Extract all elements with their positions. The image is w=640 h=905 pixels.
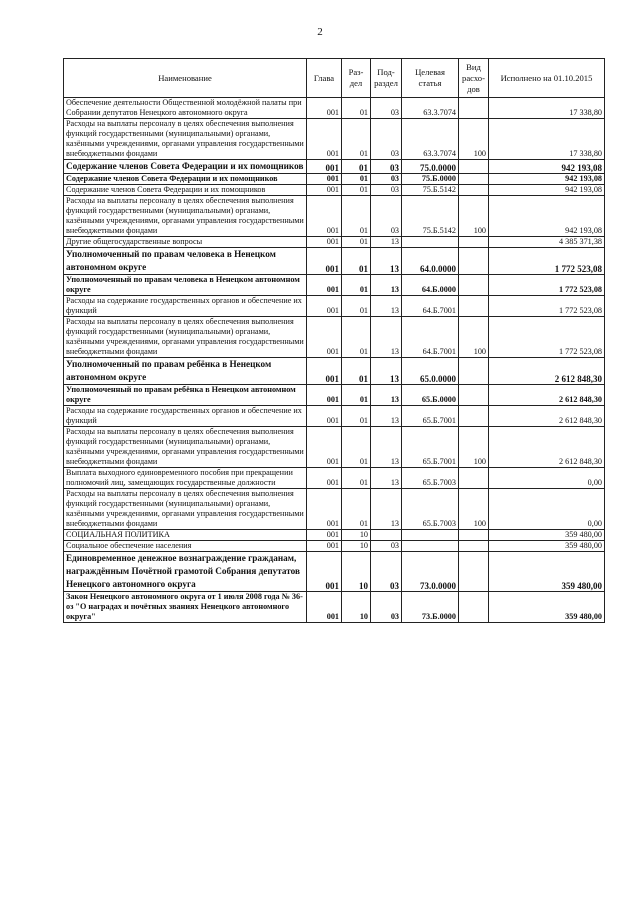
cell-podrazdel: 13: [371, 427, 402, 468]
table-row: [64, 119, 605, 160]
budget-table: [63, 58, 605, 623]
cell-razdel: 01: [342, 237, 371, 248]
cell-podrazdel: 03: [371, 196, 402, 237]
table-row: [64, 196, 605, 237]
cell-razdel: 01: [342, 185, 371, 196]
cell-podrazdel: 03: [371, 174, 402, 185]
cell-vid: [459, 468, 489, 489]
cell-amount: 0,00: [489, 489, 605, 530]
cell-podrazdel: 13: [371, 468, 402, 489]
cell-razdel: 01: [342, 468, 371, 489]
header-razdel: Раз-дел: [342, 59, 371, 98]
cell-razdel: 10: [342, 530, 371, 541]
cell-name: Расходы на выплаты персоналу в целях обеспечения выполнения функций государственными (муниципальными) органами, казёнными учреждениями, органами управления государственными внебюджетными фондами: [64, 489, 307, 530]
table-row: [64, 248, 605, 275]
cell-razdel: 01: [342, 406, 371, 427]
cell-amount: 359 480,00: [489, 552, 605, 592]
cell-podrazdel: 03: [371, 185, 402, 196]
table-row: [64, 185, 605, 196]
cell-tselevaya: 75.Б.0000: [402, 174, 459, 185]
cell-name: Закон Ненецкого автономного округа от 1 июля 2008 года № 36-оз "О наградах и почётных званиях Ненецкого автономного округа": [64, 592, 307, 623]
cell-vid: 100: [459, 196, 489, 237]
cell-tselevaya: 65.Б.7001: [402, 406, 459, 427]
cell-razdel: 01: [342, 296, 371, 317]
cell-podrazdel: 13: [371, 317, 402, 358]
cell-razdel: 01: [342, 98, 371, 119]
cell-name: Уполномоченный по правам человека в Ненецком автономном округе: [64, 275, 307, 296]
cell-glava: 001: [307, 237, 342, 248]
cell-name: Другие общегосударственные вопросы: [64, 237, 307, 248]
cell-vid: [459, 592, 489, 623]
cell-vid: [459, 530, 489, 541]
cell-podrazdel: 03: [371, 552, 402, 592]
table-row: [64, 98, 605, 119]
table-body: [64, 98, 605, 623]
cell-podrazdel: 13: [371, 406, 402, 427]
cell-glava: 001: [307, 427, 342, 468]
cell-vid: [459, 248, 489, 275]
cell-tselevaya: [402, 237, 459, 248]
cell-name: Расходы на содержание государственных органов и обеспечение их функций: [64, 406, 307, 427]
cell-name: Уполномоченный по правам ребёнка в Ненецком автономном округе: [64, 358, 307, 385]
cell-podrazdel: 13: [371, 385, 402, 406]
table-row: [64, 552, 605, 592]
cell-amount: 359 480,00: [489, 541, 605, 552]
cell-vid: [459, 160, 489, 174]
cell-name: Уполномоченный по правам ребёнка в Ненецком автономном округе: [64, 385, 307, 406]
cell-glava: 001: [307, 489, 342, 530]
cell-name: Обеспечение деятельности Общественной молодёжной палаты при Собрании депутатов Ненецкого автономного округа: [64, 98, 307, 119]
cell-amount: 942 193,08: [489, 160, 605, 174]
table-row: [64, 530, 605, 541]
cell-tselevaya: 63.3.7074: [402, 98, 459, 119]
cell-glava: 001: [307, 406, 342, 427]
header-glava: Глава: [307, 59, 342, 98]
cell-tselevaya: 65.0.0000: [402, 358, 459, 385]
cell-razdel: 01: [342, 119, 371, 160]
cell-name: Социальное обеспечение населения: [64, 541, 307, 552]
cell-tselevaya: 75.Б.5142: [402, 185, 459, 196]
table-row: [64, 541, 605, 552]
cell-podrazdel: 03: [371, 119, 402, 160]
cell-razdel: 01: [342, 427, 371, 468]
cell-amount: 2 612 848,30: [489, 427, 605, 468]
cell-vid: [459, 385, 489, 406]
cell-tselevaya: [402, 541, 459, 552]
table-row: [64, 160, 605, 174]
cell-tselevaya: 73.0.0000: [402, 552, 459, 592]
cell-tselevaya: 65.Б.7001: [402, 427, 459, 468]
cell-vid: [459, 541, 489, 552]
cell-glava: 001: [307, 592, 342, 623]
cell-razdel: 01: [342, 489, 371, 530]
cell-glava: 001: [307, 552, 342, 592]
cell-razdel: 01: [342, 248, 371, 275]
cell-tselevaya: 65.Б.0000: [402, 385, 459, 406]
cell-name: Содержание членов Совета Федерации и их помощников: [64, 160, 307, 174]
cell-glava: 001: [307, 248, 342, 275]
cell-tselevaya: 73.Б.0000: [402, 592, 459, 623]
cell-amount: 17 338,80: [489, 98, 605, 119]
cell-razdel: 01: [342, 385, 371, 406]
cell-podrazdel: 03: [371, 541, 402, 552]
cell-vid: [459, 237, 489, 248]
cell-amount: 942 193,08: [489, 185, 605, 196]
cell-vid: [459, 275, 489, 296]
cell-tselevaya: 64.0.0000: [402, 248, 459, 275]
cell-amount: 1 772 523,08: [489, 317, 605, 358]
cell-name: Уполномоченный по правам человека в Ненецком автономном округе: [64, 248, 307, 275]
cell-glava: 001: [307, 185, 342, 196]
cell-name: Расходы на выплаты персоналу в целях обеспечения выполнения функций государственными (муниципальными) органами, казёнными учреждениями, органами управления государственными внебюджетными фондами: [64, 427, 307, 468]
cell-amount: 942 193,08: [489, 174, 605, 185]
cell-amount: 359 480,00: [489, 530, 605, 541]
table-row: [64, 385, 605, 406]
cell-amount: 1 772 523,08: [489, 296, 605, 317]
cell-razdel: 01: [342, 160, 371, 174]
cell-tselevaya: 64.Б.7001: [402, 296, 459, 317]
cell-name: Расходы на выплаты персоналу в целях обеспечения выполнения функций государственными (муниципальными) органами, казёнными учреждениями, органами управления государственными внебюджетными фондами: [64, 196, 307, 237]
cell-amount: 4 385 371,38: [489, 237, 605, 248]
cell-podrazdel: 13: [371, 296, 402, 317]
table-row: [64, 296, 605, 317]
cell-glava: 001: [307, 196, 342, 237]
cell-tselevaya: 63.3.7074: [402, 119, 459, 160]
table-row: [64, 237, 605, 248]
cell-name: СОЦИАЛЬНАЯ ПОЛИТИКА: [64, 530, 307, 541]
cell-podrazdel: 03: [371, 160, 402, 174]
header-name: Наименование: [64, 59, 307, 98]
cell-razdel: 01: [342, 317, 371, 358]
table-row: [64, 489, 605, 530]
cell-glava: 001: [307, 275, 342, 296]
cell-podrazdel: 03: [371, 98, 402, 119]
header-tselevaya: Целевая статья: [402, 59, 459, 98]
cell-amount: 17 338,80: [489, 119, 605, 160]
table-row: [64, 468, 605, 489]
cell-glava: 001: [307, 385, 342, 406]
cell-razdel: 01: [342, 174, 371, 185]
cell-tselevaya: 65.Б.7003: [402, 468, 459, 489]
cell-podrazdel: 13: [371, 275, 402, 296]
cell-name: Расходы на содержание государственных органов и обеспечение их функций: [64, 296, 307, 317]
cell-podrazdel: [371, 530, 402, 541]
table-row: [64, 317, 605, 358]
table-row: [64, 406, 605, 427]
table-row: [64, 275, 605, 296]
cell-name: Расходы на выплаты персоналу в целях обеспечения выполнения функций государственными (муниципальными) органами, казёнными учреждениями, органами управления государственными внебюджетными фондами: [64, 317, 307, 358]
cell-podrazdel: 13: [371, 358, 402, 385]
table-row: [64, 358, 605, 385]
table-row: [64, 427, 605, 468]
cell-razdel: 10: [342, 552, 371, 592]
cell-vid: 100: [459, 317, 489, 358]
cell-vid: [459, 552, 489, 592]
cell-razdel: 10: [342, 592, 371, 623]
cell-vid: [459, 98, 489, 119]
cell-glava: 001: [307, 468, 342, 489]
cell-amount: 1 772 523,08: [489, 275, 605, 296]
cell-glava: 001: [307, 317, 342, 358]
cell-glava: 001: [307, 160, 342, 174]
cell-glava: 001: [307, 98, 342, 119]
cell-amount: 2 612 848,30: [489, 385, 605, 406]
cell-glava: 001: [307, 358, 342, 385]
cell-podrazdel: 13: [371, 237, 402, 248]
cell-podrazdel: 03: [371, 592, 402, 623]
cell-vid: [459, 174, 489, 185]
cell-amount: 0,00: [489, 468, 605, 489]
cell-vid: 100: [459, 427, 489, 468]
cell-podrazdel: 13: [371, 248, 402, 275]
header-ispolneno: Исполнено на 01.10.2015: [489, 59, 605, 98]
header-vid: Вид расхо-дов: [459, 59, 489, 98]
page-number: 2: [317, 26, 323, 38]
cell-name: Выплата выходного единовременного пособия при прекращении полномочий лиц, замещающих государственные должности: [64, 468, 307, 489]
cell-razdel: 01: [342, 358, 371, 385]
cell-tselevaya: 65.Б.7003: [402, 489, 459, 530]
cell-amount: 2 612 848,30: [489, 358, 605, 385]
cell-tselevaya: 64.Б.0000: [402, 275, 459, 296]
cell-razdel: 10: [342, 541, 371, 552]
cell-vid: [459, 296, 489, 317]
cell-glava: 001: [307, 541, 342, 552]
cell-podrazdel: 13: [371, 489, 402, 530]
cell-razdel: 01: [342, 196, 371, 237]
cell-name: Содержание членов Совета Федерации и их помощников: [64, 185, 307, 196]
cell-vid: 100: [459, 489, 489, 530]
header-podrazdel: Под-раздел: [371, 59, 402, 98]
cell-glava: 001: [307, 530, 342, 541]
cell-tselevaya: 64.Б.7001: [402, 317, 459, 358]
cell-tselevaya: 75.0.0000: [402, 160, 459, 174]
cell-vid: [459, 185, 489, 196]
cell-name: Единовременное денежное вознаграждение гражданам, награждённым Почётной грамотой Собрания депутатов Ненецкого автономного округа: [64, 552, 307, 592]
cell-amount: 2 612 848,30: [489, 406, 605, 427]
table-row: [64, 174, 605, 185]
cell-vid: 100: [459, 119, 489, 160]
cell-tselevaya: [402, 530, 459, 541]
cell-amount: 1 772 523,08: [489, 248, 605, 275]
table-header-row: [64, 59, 605, 98]
cell-name: Расходы на выплаты персоналу в целях обеспечения выполнения функций государственными (муниципальными) органами, казёнными учреждениями, органами управления государственными внебюджетными фондами: [64, 119, 307, 160]
cell-glava: 001: [307, 296, 342, 317]
cell-name: Содержание членов Совета Федерации и их помощников: [64, 174, 307, 185]
table-row: [64, 592, 605, 623]
cell-tselevaya: 75.Б.5142: [402, 196, 459, 237]
cell-glava: 001: [307, 119, 342, 160]
cell-vid: [459, 406, 489, 427]
cell-amount: 359 480,00: [489, 592, 605, 623]
cell-glava: 001: [307, 174, 342, 185]
cell-vid: [459, 358, 489, 385]
cell-razdel: 01: [342, 275, 371, 296]
cell-amount: 942 193,08: [489, 196, 605, 237]
